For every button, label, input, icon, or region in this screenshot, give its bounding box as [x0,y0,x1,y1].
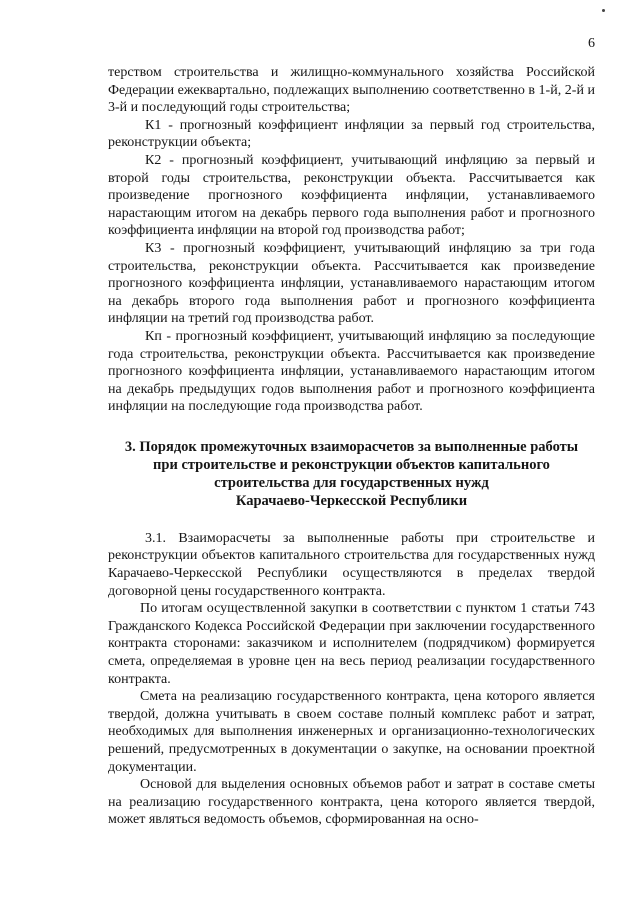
paragraph-k3: К3 - прогнозный коэффициент, учитывающий инфляцию за три года строительства, реконструкции объекта. Рассчитывается как произведение прогнозного коэффициента инфляции, устанавливаемого нарастающим итогом на декабрь второго года выполнения работ и прогнозного коэффициента инфляции на третий год производства работ. [108,240,595,327]
paragraph-kn: Кп - прогнозный коэффициент, учитывающий инфляцию за последующие года строительства, реконструкции объекта. Рассчитывается как произведение прогнозного коэффициента инфляции, устанавливаемого нарастающим итогом на декабрь предыдущих годов выполнения работ и прогнозного коэффициента инфляции на последующие года производства работ. [108,328,595,415]
paragraph-k1: К1 - прогнозный коэффициент инфляции за первый год строительства, реконструкции объекта; [108,117,595,151]
section-heading [108,438,595,510]
page-number: 6 [588,36,595,51]
paragraph-k2: К2 - прогнозный коэффициент, учитывающий инфляцию за первый и второй годы строительства, реконструкции объекта. Рассчитывается как произведение прогнозного коэффициента инфляции, устанавливаемого нарастающим итогом на декабрь первого года выполнения работ и прогнозного коэффициента инфляции на второй год производства работ; [108,152,595,239]
section-heading-line: Карачаево-Черкесской Республики [235,492,468,509]
section-heading-line: 3. Порядок промежуточных взаиморасчетов за выполненные работы [124,438,579,455]
paragraph-basis: Основой для выделения основных объемов работ и затрат в составе сметы на реализацию государственного контракта, цена которого является твердой, может являться ведомость объемов, сформированная на осно- [108,777,595,828]
document-body [108,64,595,829]
paragraph-continuation: терством строительства и жилищно-коммунального хозяйства Российской Федерации ежеквартально, подлежащих выполнению соответственно в 1-й, 2-й и 3-й и последующий годы строительства; [108,65,595,116]
paragraph-3-1: 3.1. Взаиморасчеты за выполненные работы при строительстве и реконструкции объектов капитального строительства для государственных нужд Карачаево-Черкесской Республики осуществляются в пределах твердой договорной цены государственного контракта. [108,530,595,599]
paragraph-estimate: Смета на реализацию государственного контракта, цена которого является твердой, должна учитывать в своем составе полный комплекс работ и затрат, необходимых для выполнения инженерных и организационно-технологических решений, предусмотренных в документации о закупке, на основании проектной документации. [108,689,595,775]
paragraph-procurement: По итогам осуществленной закупки в соответствии с пунктом 1 статьи 743 Гражданского Кодекса Российской Федерации при заключении государственного контракта сторонами: заказчиком и исполнителем (подрядчиком) формируется смета, определяемая в уровне цен на весь период реализации государственного контракта. [108,601,595,687]
section-heading-line: при строительстве и реконструкции объектов капитального [153,456,550,473]
section-heading-line: строительства для государственных нужд [214,474,489,491]
scan-mark [602,9,605,12]
